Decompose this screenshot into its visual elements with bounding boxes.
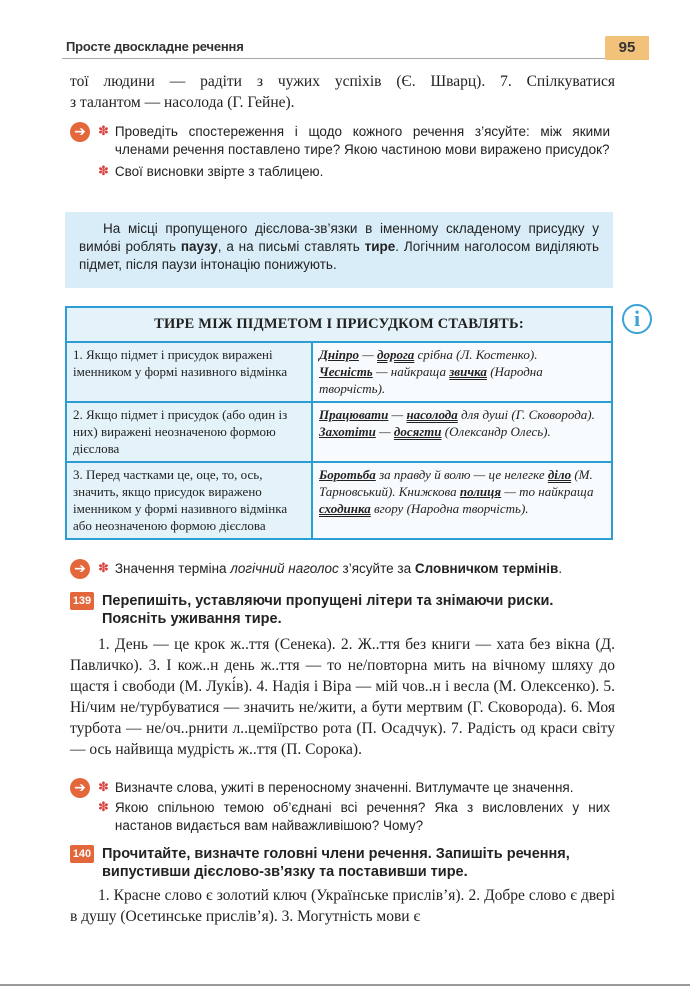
task-arrow-icon: ➔ xyxy=(70,559,90,579)
exercise-number: 140 xyxy=(70,845,94,863)
exercise-140-title: 140 Прочитайте, визначте головні члени речення. Запишіть речення, випустивши дієслово-зв’язку та поставивши тире. xyxy=(70,845,615,881)
table-row xyxy=(66,342,612,402)
info-icon: i xyxy=(622,304,652,334)
section-title: Просте двоскладне речення xyxy=(66,39,244,54)
task-block-1 xyxy=(70,123,610,181)
intro-line-2: з талантом — насолода (Г. Гейне). xyxy=(70,94,295,111)
table-rule-cell: 3. Перед частками це, оце, то, ось, значить, якщо присудок виражено іменником у формі називного відмінка або неозначеною формою дієслова xyxy=(66,462,312,539)
page-number: 95 xyxy=(605,36,649,60)
table-rule-cell: 1. Якщо підмет і присудок виражені іменником у формі називного відмінка xyxy=(66,342,312,402)
table-heading: ТИРЕ МІЖ ПІДМЕТОМ І ПРИСУДКОМ СТАВЛЯТЬ: xyxy=(66,307,612,342)
exercise-number: 139 xyxy=(70,592,94,610)
exercise-139-text: 1. День — це крок ж..ття (Сенека). 2. Ж..ття без книги — хата без вікна (Д. Павличко). 3. І кож..н день ж..ття — то не/повторна мить на вічному шляху до щастя і свободи (М. Лукі́в). 4. Надія і Віра — мій чов..н і весла (М. Олексенко). 5. Ні/чим не/турбуватися — значить не/жити, а бути мертвим (Г. Сковорода). 6. Моя турбота — не/оч..рнити л..цеміїрство рота (П. Осадчук). 7. Радість од краси світу — ось найвища мудрість ж..ття (П. Сорока). xyxy=(70,636,615,758)
exercise-140-text: 1. Красне слово є золотий ключ (Українське прислів’я). 2. Добре слово є двері в душу (Осетинське прислів’я). 3. Могутність мови є xyxy=(70,887,615,925)
task-item: ✽ Якою спільною темою об’єднані всі речення? Яка з висловлених у них настанов видається вам найважливішою? Чому? xyxy=(98,800,610,833)
flower-bullet-icon: ✽ xyxy=(98,780,109,795)
table-rule-cell: 2. Якщо підмет і присудок (або один із них) виражені неозначеною формою дієслова xyxy=(66,402,312,462)
flower-bullet-icon: ✽ xyxy=(98,800,109,815)
task-arrow-icon: ➔ xyxy=(70,778,90,798)
flower-bullet-icon: ✽ xyxy=(98,124,109,139)
header-divider xyxy=(62,58,610,59)
task-item: ✽ Визначте слова, ужиті в переносному значенні. Витлумачте це значення. xyxy=(98,780,574,795)
task-item: ✽ Значення терміна логічний наголос з’ясуйте за Словничком термінів. xyxy=(98,561,563,576)
flower-bullet-icon: ✽ xyxy=(98,164,109,179)
rule-note-text: На місці пропущеного дієслова-зв’язки в іменному складеному присудку у вимо́ві роблять паузу, а на письмі ставлять тире. Логічним наголосом виділяють підмет, після паузи інтонацію понижують. xyxy=(79,221,599,272)
intro-text xyxy=(70,71,615,113)
glossary-link-text: Словничком термінів xyxy=(414,561,559,576)
rules-table xyxy=(65,306,613,540)
bottom-divider xyxy=(0,984,690,986)
rule-note xyxy=(65,212,613,288)
keyword-pause: паузу xyxy=(180,239,218,254)
flower-bullet-icon: ✽ xyxy=(98,561,109,576)
task-item: ✽ Свої висновки звірте з таблицею. xyxy=(98,164,324,179)
task-arrow-icon: ➔ xyxy=(70,122,90,142)
table-example-cell: Боротьба за правду й волю — це нелегке діло (М. Тарновський). Книжкова полиця — то найкраща сходинка вгору (Народна творчість). xyxy=(312,462,612,539)
intro-line-1: тої людини — радіти з чужих успіхів (Є. Шварц). 7. Спілкуватися xyxy=(70,73,615,90)
table-example-cell: Дніпро — дорога срібна (Л. Костенко). Чесність — найкраща звичка (Народна творчість). xyxy=(312,342,612,402)
task-item: ✽ Проведіть спостереження і щодо кожного речення з’ясуйте: між якими членами речення поставлено тире? Якою частиною мови виражено присудок? xyxy=(98,124,610,157)
page-header xyxy=(62,36,649,60)
table-row xyxy=(66,462,612,539)
keyword-dash: тире xyxy=(364,239,396,254)
table-example-cell: Працювати — насолода для душі (Г. Сковорода). Захотіти — досягти (Олександр Олесь). xyxy=(312,402,612,462)
task-block-3 xyxy=(70,779,610,835)
task-block-2 xyxy=(70,560,610,579)
table-row xyxy=(66,402,612,462)
exercise-139-title: 139 Перепишіть, уставляючи пропущені літери та знімаючи риски. Поясніть уживання тире. xyxy=(70,592,615,628)
